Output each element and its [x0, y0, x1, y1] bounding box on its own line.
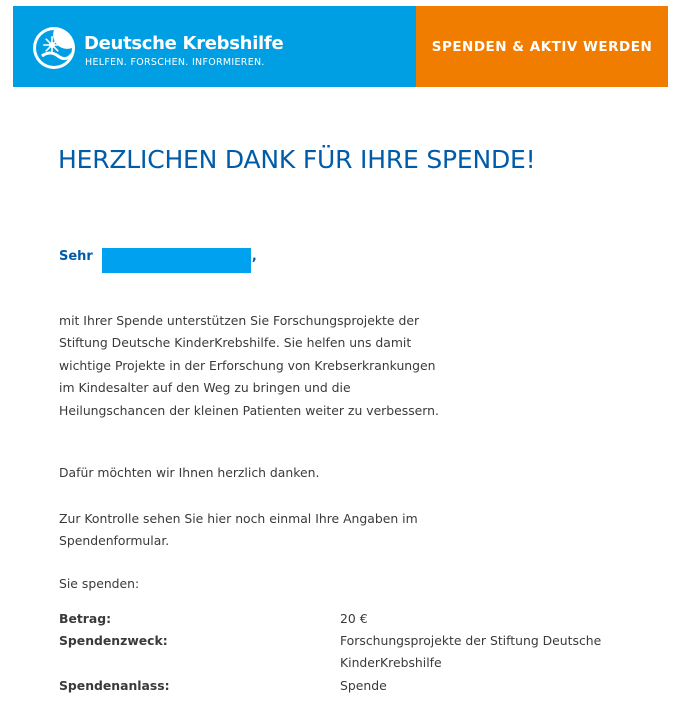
summary-label: Spendenzweck: — [59, 633, 168, 648]
donate-cta-label: SPENDEN & AKTIV WERDEN — [431, 38, 653, 55]
thanks-line: Dafür möchten wir Ihnen herzlich danken. — [59, 465, 320, 480]
summary-value: 20 € — [340, 611, 368, 626]
summary-label: Betrag: — [59, 611, 112, 626]
page-title: HERZLICHEN DANK FÜR IHRE SPENDE! — [58, 145, 536, 174]
donate-cta-button[interactable] — [416, 6, 668, 87]
thank-you-paragraph: mit Ihrer Spende unterstützen Sie Forschungsprojekte der Stiftung Deutsche KinderKrebshilfe. Sie helfen uns damit wichtige Projekte in der Erforschung von Krebserkrankungen im Kindesalter auf den Weg zu bringen und die Heilungschancen der kleinen Patienten weiter zu verbessern. — [59, 313, 439, 418]
redacted-name — [102, 248, 251, 273]
salutation — [59, 249, 257, 273]
brand-tagline: HELFEN. FORSCHEN. INFORMIEREN. — [85, 57, 265, 68]
review-note: Zur Kontrolle sehen Sie hier noch einmal Ihre Angaben im Spendenformular. — [59, 511, 418, 549]
header — [13, 6, 668, 87]
summary-label: Spendenanlass: — [59, 678, 170, 693]
summary-intro: Sie spenden: — [59, 576, 140, 591]
brand-name: Deutsche Krebshilfe — [84, 33, 284, 54]
summary-value: Forschungsprojekte der Stiftung Deutsche KinderKrebshilfe — [340, 633, 602, 671]
salutation-prefix: Sehr — [59, 249, 93, 264]
krebshilfe-logo-icon — [32, 26, 76, 70]
summary-value: Spende — [340, 678, 387, 693]
salutation-suffix: , — [251, 249, 257, 264]
brand-logo[interactable] — [13, 6, 416, 87]
